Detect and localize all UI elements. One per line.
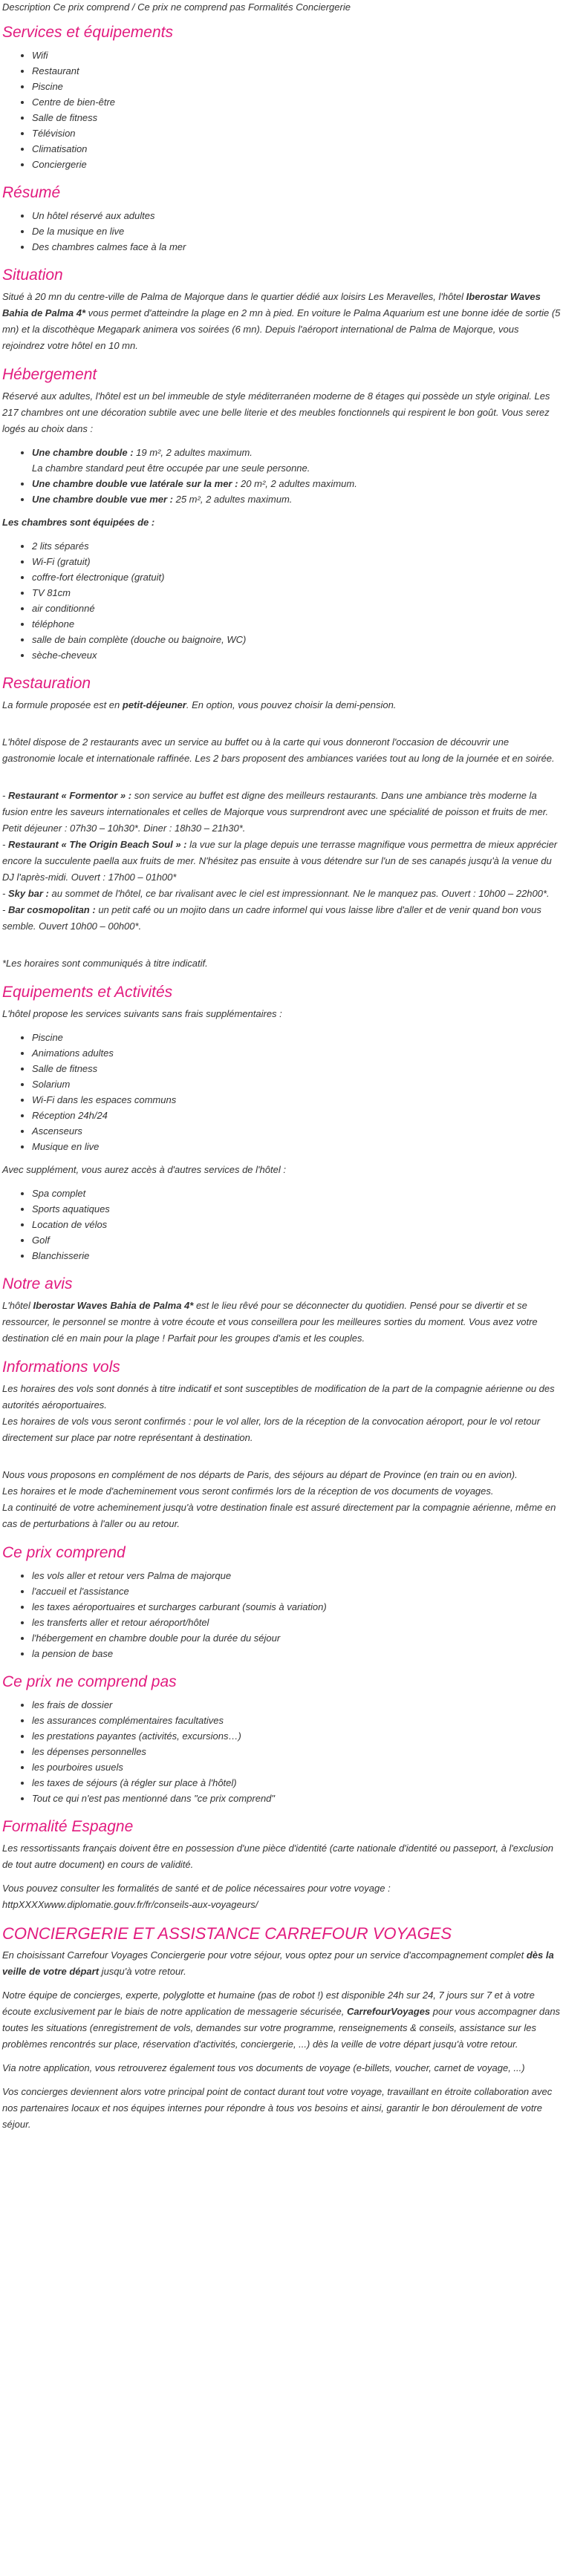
activites-title: Equipements et Activités — [2, 984, 173, 1001]
list-item: • Sports aquatiques — [32, 1201, 561, 1217]
vols-text-1: Les horaires des vols sont donnés à titre indicatif et sont susceptibles de modification de la part de la compagnie aérienne ou des autorités aéroportuaires. Les horaires de vols vous seront confirmés : pour le vol aller, lors de la réception de la convocation aéroport, pour le vol retour directement sur place par notre représentant à destination. — [2, 1383, 555, 1443]
list-item: • Spa complet — [32, 1186, 561, 1201]
list-item: • l'accueil et l'assistance — [32, 1583, 561, 1599]
hebergement-intro: Réservé aux adultes, l'hôtel est un bel immeuble de style méditerranéen moderne de 8 étages qui possède un style original. Les 217 chambres ont une décoration subtile avec une belle literie et des meubles fonctionnels qui respirent le bon goût. Vous serez logés au choix dans : — [2, 390, 550, 434]
list-item: • les taxes aéroportuaires et surcharges carburant (soumis à variation) — [32, 1599, 561, 1615]
list-item: • Wifi — [32, 48, 561, 63]
list-item: • les dépenses personnelles — [32, 1744, 561, 1759]
list-item: • les prestations payantes (activités, excursions…) — [32, 1728, 561, 1744]
conciergerie-text-1: En choisissant Carrefour Voyages Conciergerie pour votre séjour, vous optez pour un service d'accompagnement complet dès la veille de votre départ jusqu'à votre retour. — [2, 1949, 554, 1977]
equip-title: Les chambres sont équipées de : — [2, 517, 155, 528]
list-item: • 2 lits séparés — [32, 538, 561, 554]
venue-name: Bar cosmopolitan : — [7, 904, 96, 915]
conciergerie-text-4: Vos concierges deviennent alors votre principal point de contact durant tout votre voyage, travaillant en étroite collaboration avec nos partenaires locaux et nos équipes internes pour répondre à tous vos besoins et ainsi, garantir le bon déroulement de votre séjour. — [2, 2086, 553, 2130]
list-item: • les taxes de séjours (à régler sur place à l'hôtel) — [32, 1775, 561, 1791]
vols-text-2: Nous vous proposons en complément de nos départs de Paris, des séjours au départ de Province (en train ou en avion). Les horaires et le mode d'acheminement vous seront confirmés lors de la réception de vos documents de voyages. La continuité de votre acheminement jusqu'à votre destination finale est assuré directement par la compagnie aérienne, même en cas de perturbations à l'aller ou au retour. — [2, 1469, 556, 1529]
list-item: • Restaurant — [32, 63, 561, 79]
restauration-title: Restauration — [2, 675, 91, 692]
list-item: • Ascenseurs — [32, 1123, 561, 1139]
room-item: • Une chambre double vue latérale sur la mer : 20 m², 2 adultes maximum. — [32, 476, 561, 491]
list-item: • Télévision — [32, 125, 561, 141]
list-item: • Wi-Fi (gratuit) — [32, 554, 561, 569]
hotel-name: Iberostar Waves Bahia de Palma 4* — [33, 1300, 194, 1311]
conciergerie-text-3: Via notre application, vous retrouverez également tous vos documents de voyage (e-billets, voucher, carnet de voyage, ...) — [2, 2062, 525, 2073]
ne-comprend-list — [2, 1697, 561, 1806]
list-item: • Golf — [32, 1232, 561, 1248]
formalite-title: Formalité Espagne — [2, 1818, 134, 1835]
list-item: • l'hébergement en chambre double pour la durée du séjour — [32, 1630, 561, 1646]
venues-text: - Restaurant « Formentor » : son service au buffet est digne des meilleurs restaurants. Dans une ambiance très moderne la fusion entre les saveurs internationales et celles de Majorque vous surprendront avec une spécialité de poisson et fruits de mer. Petit déjeuner : 07h30 – 10h30*. Diner : 18h30 – 21h30*. - Restaurant « The Origin Beach Soul » : la vue sur la plage depuis une terrasse magnifique vous permettra de mieux apprécier encore la succulente paella aux fruits de mer. N'hésitez pas ensuite à vous détendre sur l'un de ses canapés jusqu'à la venue du DJ l'après-midi. Ouvert : 17h00 – 01h00* - Sky bar : au sommet de l'hôtel, ce bar rivalisant avec le ciel est impressionnant. Ne le manquez pas. Ouvert : 10h00 – 22h00*. - Bar cosmopolitan : un petit café ou un mojito dans un cadre informel qui vous laisse libre d'aller et de venir quand bon vous semble. Ouvert 10h00 – 00h00*. — [2, 790, 558, 932]
venue-name: Restaurant « Formentor » : — [7, 790, 132, 801]
comprend-list — [2, 1568, 561, 1661]
header-line — [2, 0, 561, 15]
resume-title: Résumé — [2, 184, 61, 201]
list-item: • Climatisation — [32, 141, 561, 157]
list-item: • téléphone — [32, 616, 561, 632]
venue-name: Sky bar : — [7, 888, 49, 899]
list-item: • les frais de dossier — [32, 1697, 561, 1713]
ne-comprend-title: Ce prix ne comprend pas — [2, 1673, 177, 1690]
list-item: • Conciergerie — [32, 157, 561, 172]
avis-title: Notre avis — [2, 1275, 73, 1292]
room-item: • Une chambre double : 19 m², 2 adultes maximum. La chambre standard peut être occupée par une seule personne. — [32, 445, 561, 476]
list-item: • les pourboires usuels — [32, 1759, 561, 1775]
list-item: • TV 81cm — [32, 585, 561, 601]
list-item: • Salle de fitness — [32, 1061, 561, 1076]
avis-text: L'hôtel Iberostar Waves Bahia de Palma 4* est le lieu rêvé pour se déconnecter du quotidien. Pensé pour se divertir et se ressourcer, le personnel se montre à votre écoute et vous conseillera pour les meilleures sorties du moment. Vous avez votre destination clé en main pour la plage ! Parfait pour les groupes d'amis et les couples. — [2, 1300, 538, 1344]
rooms-list — [2, 445, 561, 507]
list-item: • air conditionné — [32, 601, 561, 616]
list-item: • salle de bain complète (douche ou baignoire, WC) — [32, 632, 561, 647]
venue-name: Restaurant « The Origin Beach Soul » : — [7, 839, 187, 850]
situation-title: Situation — [2, 267, 63, 284]
equip-list — [2, 538, 561, 663]
formula-text: La formule proposée est en petit-déjeuner. En option, vous pouvez choisir la demi-pension. — [2, 699, 397, 710]
hotel-name: Iberostar Waves Bahia de Palma 4* — [2, 291, 541, 318]
conciergerie-title: CONCIERGERIE ET ASSISTANCE CARREFOUR VOYAGES — [2, 1924, 452, 1943]
free-list — [2, 1030, 561, 1154]
paid-list — [2, 1186, 561, 1264]
list-item: • Centre de bien-être — [32, 94, 561, 110]
list-item: • De la musique en live — [32, 223, 561, 239]
list-item: • sèche-cheveux — [32, 647, 561, 663]
list-item: • Animations adultes — [32, 1045, 561, 1061]
services-title: Services et équipements — [2, 24, 173, 41]
list-item: • Réception 24h/24 — [32, 1108, 561, 1123]
list-item: • Musique en live — [32, 1139, 561, 1154]
list-item: • coffre-fort électronique (gratuit) — [32, 569, 561, 585]
list-item: • Salle de fitness — [32, 110, 561, 125]
paid-intro: Avec supplément, vous aurez accès à d'autres services de l'hôtel : — [2, 1164, 286, 1175]
list-item: • la pension de base — [32, 1646, 561, 1661]
hebergement-title: Hébergement — [2, 366, 97, 383]
section-links[interactable]: Ce prix comprend / Ce prix ne comprend pas Formalités Conciergerie — [53, 1, 351, 13]
vols-title: Informations vols — [2, 1359, 120, 1376]
formalite-text-1: Les ressortissants français doivent être en possession d'une pièce d'identité (carte nationale d'identité ou passeport, à l'exclusion de tout autre document) en cours de validité. — [2, 1843, 553, 1870]
situation-text: Situé à 20 mn du centre-ville de Palma de Majorque dans le quartier dédié aux loisirs Les Meravelles, l'hôtel Iberostar Waves Bahia de Palma 4* vous permet d'atteindre la plage en 2 mn à pied. En voiture le Palma Aquarium est une bonne idée de sortie (5 mn) et la discothèque Megapark animera vos soirées (6 mn). Depuis l'aéroport international de Palma de Majorque, vous rejoindrez votre hôtel en 10 mn. — [2, 291, 561, 351]
free-intro: L'hôtel propose les services suivants sans frais supplémentaires : — [2, 1008, 282, 1019]
list-item: • les transferts aller et retour aéroport/hôtel — [32, 1615, 561, 1630]
services-list — [2, 48, 561, 172]
room-item: • Une chambre double vue mer : 25 m², 2 adultes maximum. — [32, 491, 561, 507]
comprend-title: Ce prix comprend — [2, 1544, 126, 1561]
list-item: • Un hôtel réservé aux adultes — [32, 208, 561, 223]
restaurants-intro: L'hôtel dispose de 2 restaurants avec un service au buffet ou à la carte qui vous donneront l'occasion de découvrir une gastronomie locale et internationale raffinée. Les 2 bars proposent des ambiances variées tout au long de la journée et en soirée. — [2, 736, 555, 764]
list-item: • Wi-Fi dans les espaces communs — [32, 1092, 561, 1108]
footnote: *Les horaires sont communiqués à titre indicatif. — [2, 958, 208, 969]
conciergerie-text-2: Notre équipe de concierges, experte, polyglotte et humaine (pas de robot !) est disponible 24h sur 24, 7 jours sur 7 et à votre écoute exclusivement par le biais de notre application de messagerie sécurisée, CarrefourVoyages pour vous accompagner dans toutes les situations (enregistrement de vols, demandes sur votre programme, renseignements & conseils, assistance sur les problèmes rencontrés sur place, réservation d'activités, conciergerie, ...) dès la veille de votre départ jusqu'à votre retour. — [2, 1990, 561, 2050]
list-item: • Piscine — [32, 1030, 561, 1045]
diplomatie-link[interactable]: httpXXXXwww.diplomatie.gouv.fr/fr/conseils-aux-voyageurs/ — [2, 1899, 258, 1910]
list-item: • Location de vélos — [32, 1217, 561, 1232]
resume-list — [2, 208, 561, 255]
list-item: • Des chambres calmes face à la mer — [32, 239, 561, 255]
tab-description[interactable]: Description — [2, 1, 51, 13]
list-item: • Solarium — [32, 1076, 561, 1092]
list-item: • les vols aller et retour vers Palma de majorque — [32, 1568, 561, 1583]
list-item: • Blanchisserie — [32, 1248, 561, 1264]
formalite-text-2: Vous pouvez consulter les formalités de santé et de police nécessaires pour votre voyage : httpXXXXwww.diplomatie.gouv.fr/fr/conseils-aux-voyageurs/ — [2, 1883, 391, 1910]
list-item: • les assurances complémentaires facultatives — [32, 1713, 561, 1728]
list-item: • Tout ce qui n'est pas mentionné dans "ce prix comprend" — [32, 1791, 561, 1806]
list-item: • Piscine — [32, 79, 561, 94]
